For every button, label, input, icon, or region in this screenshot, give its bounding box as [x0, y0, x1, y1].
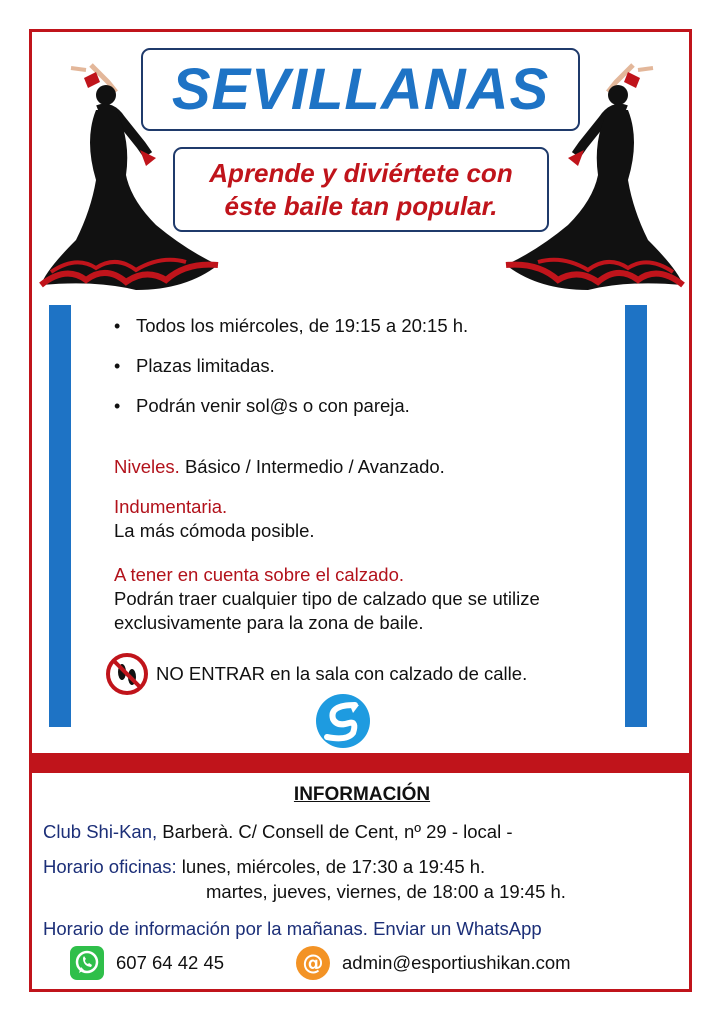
club-label: Club Shi-Kan,	[43, 821, 158, 842]
phone-contact[interactable]	[70, 946, 224, 980]
levels-label: Niveles.	[114, 456, 180, 477]
levels-value: Básico / Intermedio / Avanzado.	[179, 456, 445, 477]
hours-line-1: lunes, miércoles, de 17:30 a 19:45 h.	[176, 856, 486, 877]
footwear-label: A tener en cuenta sobre el calzado.	[114, 564, 405, 585]
office-hours	[43, 855, 485, 879]
subtitle-box	[173, 147, 549, 232]
no-entry-strong: NO ENTRAR	[156, 663, 265, 684]
hours-label: Horario oficinas:	[43, 856, 177, 877]
club-logo-icon	[315, 693, 371, 749]
no-street-shoes-icon	[105, 652, 149, 696]
page-title: SEVILLANAS	[171, 57, 550, 122]
left-blue-bar	[49, 305, 71, 727]
title-box	[141, 48, 580, 131]
footwear-block	[114, 563, 624, 635]
morning-info: Horario de información por la mañanas. Enviar un WhatsApp	[43, 918, 542, 939]
attire-value: La más cómoda posible.	[114, 520, 315, 541]
bullet-list	[114, 314, 616, 434]
email-address: admin@esportiushikan.com	[342, 952, 571, 973]
phone-number: 607 64 42 45	[116, 952, 225, 973]
levels-line	[114, 455, 445, 479]
footwear-line-1: Podrán traer cualquier tipo de calzado que se utilize	[114, 588, 540, 609]
svg-text:@: @	[302, 951, 324, 975]
email-at-icon	[296, 946, 330, 980]
whatsapp-icon	[70, 946, 104, 980]
info-heading: INFORMACIÓN	[293, 784, 431, 805]
hours-line-2: martes, jueves, viernes, de 18:00 a 19:45 h.	[206, 881, 566, 902]
attire-block	[114, 495, 624, 543]
no-entry-text	[156, 663, 527, 685]
footwear-line-2: exclusivamente para la zona de baile.	[114, 612, 424, 633]
list-item: • Plazas limitadas.	[136, 354, 616, 378]
club-value: Barberà. C/ Consell de Cent, nº 29 - local -	[157, 821, 513, 842]
right-blue-bar	[625, 305, 647, 727]
list-item: • Podrán venir sol@s o con pareja.	[136, 394, 616, 418]
attire-label: Indumentaria.	[114, 496, 228, 517]
list-item: • Todos los miércoles, de 19:15 a 20:15 h.	[136, 314, 616, 338]
page-subtitle: Aprende y diviértete con éste baile tan popular.	[209, 157, 513, 221]
red-divider	[32, 753, 689, 773]
no-entry-notice	[105, 652, 527, 696]
email-contact[interactable]	[296, 946, 571, 980]
no-entry-rest: en la sala con calzado de calle.	[264, 663, 528, 684]
club-address	[43, 820, 513, 844]
